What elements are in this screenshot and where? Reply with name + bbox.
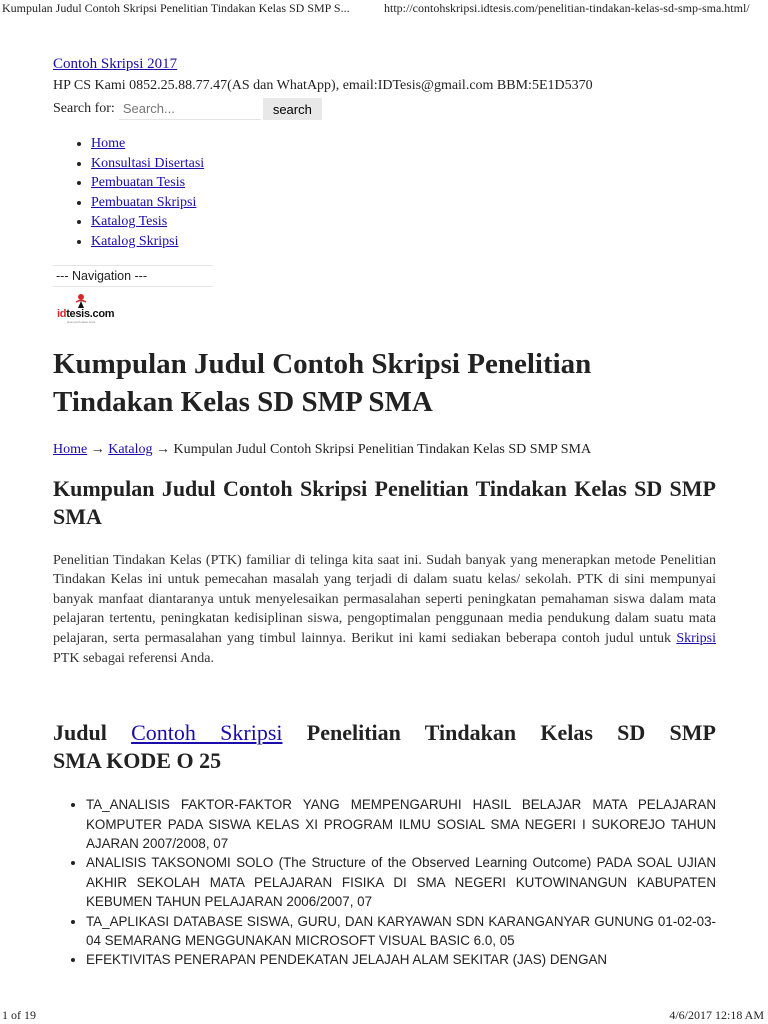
section-contoh-skripsi-link[interactable]: Contoh Skripsi: [131, 720, 283, 746]
section-title-prefix: Judul: [53, 720, 132, 746]
menu-item-katalog-tesis: [91, 212, 716, 232]
print-page-url: http://contohskripsi.idtesis.com/penelitian-tindakan-kelas-sd-smp-sma.html/: [384, 1, 750, 15]
menu-link-pembuatan-skripsi[interactable]: Pembuatan Skripsi: [91, 194, 197, 210]
breadcrumb: [53, 441, 716, 459]
breadcrumb-katalog-link[interactable]: Katalog: [108, 441, 153, 457]
site-title-link[interactable]: Contoh Skripsi 2017: [53, 56, 178, 72]
breadcrumb-home-link[interactable]: Home: [53, 441, 88, 457]
menu-item-home: [91, 134, 716, 154]
intro-skripsi-link[interactable]: Skripsi: [676, 630, 716, 646]
section-title: [53, 719, 716, 775]
search-form: [53, 98, 716, 120]
contact-info: HP CS Kami 0852.25.88.77.47(AS dan WhatApp), email:IDTesis@gmail.com BBM:5E1D5370: [53, 78, 593, 93]
logo-wordmark: idtesis.com: [57, 307, 115, 320]
print-footer: [0, 1008, 768, 1024]
page-content: [53, 50, 716, 970]
search-input[interactable]: [119, 98, 261, 120]
navigation-select[interactable]: --- Navigation ---: [53, 265, 213, 287]
logo-tagline: jasa pembuatan tesis: [67, 319, 96, 324]
intro-paragraph: [53, 551, 716, 669]
menu-item-pembuatan-skripsi: [91, 193, 716, 213]
section-title-suffix: Penelitian Tindakan Kelas SD SMP: [282, 720, 716, 746]
idtesis-logo[interactable]: [57, 293, 121, 323]
breadcrumb-separator: →: [152, 441, 174, 457]
search-label: Search for:: [53, 101, 115, 116]
menu-link-konsultasi-disertasi[interactable]: Konsultasi Disertasi: [91, 155, 205, 171]
list-item: • ANALISIS TAKSONOMI SOLO (The Structure of the Observed Learning Outcome) PADA SOAL UJIAN AKHIR SEKOLAH MATA PELAJARAN FISIKA DI SMA NEGERI KUTOWINANGUN KABUPATEN KEBUMEN TAHUN PELAJARAN 2006/2007, 07: [86, 853, 716, 911]
search-button[interactable]: search: [263, 98, 322, 120]
thesis-list: [53, 795, 716, 970]
menu-link-home[interactable]: Home: [91, 136, 126, 151]
menu-link-pembuatan-tesis[interactable]: Pembuatan Tesis: [91, 175, 186, 191]
list-item: • EFEKTIVITAS PENERAPAN PENDEKATAN JELAJAH ALAM SEKITAR (JAS) DENGAN: [86, 950, 716, 969]
main-menu: [53, 134, 716, 252]
breadcrumb-current: Kumpulan Judul Contoh Skripsi Penelitian Tindakan Kelas SD SMP SMA: [173, 441, 592, 457]
print-datetime: 4/6/2017 12:18 AM: [669, 1008, 764, 1022]
post-title: Kumpulan Judul Contoh Skripsi Penelitian Tindakan Kelas SD SMP SMA: [53, 475, 716, 529]
print-page-number: 1 of 19: [2, 1008, 36, 1022]
logo-mark-icon: [73, 293, 89, 309]
menu-link-katalog-skripsi[interactable]: Katalog Skripsi: [91, 233, 179, 249]
breadcrumb-separator: →: [87, 441, 109, 457]
list-item: • TA_ANALISIS FAKTOR-FAKTOR YANG MEMPENGARUHI HASIL BELAJAR MATA PELAJARAN KOMPUTER PADA SISWA KELAS XI PROGRAM ILMU SOSIAL SMA NEGERI I SUKOREJO TAHUN AJARAN 2007/2008, 07: [86, 795, 716, 853]
print-header: [0, 0, 768, 20]
page-title: Kumpulan Judul Contoh Skripsi Penelitian Tindakan Kelas SD SMP SMA: [53, 347, 592, 418]
menu-item-konsultasi-disertasi: [91, 154, 716, 174]
intro-text: Penelitian Tindakan Kelas (PTK) familiar di telinga kita saat ini. Sudah banyak yang menerapkan metode Penelitian Tindakan Kelas ini untuk pemecahan masalah yang terjadi di dalam suatu kelas/ sekolah. PTK di sini mempunyai banyak manfaat diantaranya untuk menyelesaikan permasalahan seperti peningkatan pemahaman siswa dalam mata pelajaran tertentu, peningkatan kedisiplinan siswa, pengoptimalan penggunaan media pendukung dalam suatu mata pelajaran, serta permasalahan yang timbul lainnya. Berikut ini kami sediakan beberapa contoh judul untuk: [53, 552, 716, 646]
menu-link-katalog-tesis[interactable]: Katalog Tesis: [91, 214, 168, 230]
print-page-title: Kumpulan Judul Contoh Skripsi Penelitian Tindakan Kelas SD SMP S...: [2, 1, 350, 15]
list-item: • TA_APLIKASI DATABASE SISWA, GURU, DAN KARYAWAN SDN KARANGANYAR GUNUNG 01-02-03-04 SEMARANG MENGGUNAKAN MICROSOFT VISUAL BASIC 6.0, 05: [86, 912, 716, 951]
menu-item-pembuatan-tesis: [91, 173, 716, 193]
menu-item-katalog-skripsi: [91, 232, 716, 252]
section-title-line2: SMA KODE O 25: [53, 748, 222, 774]
intro-tail: PTK sebagai referensi Anda.: [53, 650, 214, 666]
